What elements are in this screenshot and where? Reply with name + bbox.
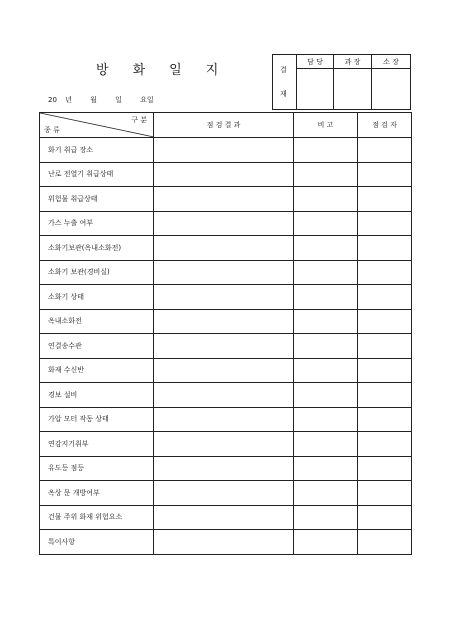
row-item-label: 연결송수관	[40, 334, 154, 359]
row-item-label: 소화기보관(옥내소화전)	[40, 236, 154, 261]
approval-cell-gwajang[interactable]	[334, 55, 372, 109]
cell-note[interactable]	[294, 505, 358, 530]
table-row	[40, 260, 412, 285]
row-item-label: 경보 설비	[40, 383, 154, 408]
row-item-label: 화기 취급 장소	[40, 138, 154, 163]
table-header-row	[40, 113, 412, 138]
row-item-label: 연감지기취부	[40, 432, 154, 457]
cell-result[interactable]	[154, 505, 294, 530]
approval-cell-damdang[interactable]	[297, 55, 334, 109]
title-char: 지	[205, 63, 219, 78]
cell-inspector[interactable]	[358, 432, 412, 457]
cell-inspector[interactable]	[358, 456, 412, 481]
table-row	[40, 456, 412, 481]
cell-note[interactable]	[294, 187, 358, 212]
document-title	[96, 59, 242, 78]
cell-result[interactable]	[154, 260, 294, 285]
cell-result[interactable]	[154, 285, 294, 310]
cell-result[interactable]	[154, 456, 294, 481]
cell-note[interactable]	[294, 260, 358, 285]
corner-bottom-label: 종 류	[44, 126, 60, 134]
cell-result[interactable]	[154, 211, 294, 236]
table-row	[40, 211, 412, 236]
table-row	[40, 481, 412, 506]
column-header-result: 점 검 결 과	[154, 113, 294, 138]
cell-inspector[interactable]	[358, 138, 412, 163]
approval-header: 과 장	[334, 55, 371, 69]
approval-header: 담 당	[297, 55, 333, 69]
row-item-label: 건물 주위 화재 위험요소	[40, 505, 154, 530]
cell-note[interactable]	[294, 383, 358, 408]
cell-result[interactable]	[154, 530, 294, 555]
cell-inspector[interactable]	[358, 407, 412, 432]
column-header-inspector: 점 검 자	[358, 113, 412, 138]
cell-inspector[interactable]	[358, 383, 412, 408]
cell-result[interactable]	[154, 358, 294, 383]
table-row	[40, 309, 412, 334]
row-item-label: 가스 누출 여부	[40, 211, 154, 236]
date-line	[48, 95, 164, 105]
row-item-label: 유도등 점등	[40, 456, 154, 481]
cell-result[interactable]	[154, 432, 294, 457]
approval-label-bottom: 재	[280, 90, 287, 98]
table-row	[40, 138, 412, 163]
cell-inspector[interactable]	[358, 236, 412, 261]
cell-note[interactable]	[294, 407, 358, 432]
cell-inspector[interactable]	[358, 358, 412, 383]
cell-result[interactable]	[154, 138, 294, 163]
cell-note[interactable]	[294, 456, 358, 481]
cell-note[interactable]	[294, 481, 358, 506]
inspection-table	[39, 112, 412, 555]
approval-cell-sojang[interactable]	[372, 55, 410, 109]
cell-result[interactable]	[154, 481, 294, 506]
approval-label-top: 결	[280, 66, 287, 74]
approval-label	[273, 55, 297, 109]
cell-note[interactable]	[294, 309, 358, 334]
date-month: 월	[90, 96, 97, 104]
cell-inspector[interactable]	[358, 162, 412, 187]
cell-note[interactable]	[294, 530, 358, 555]
cell-note[interactable]	[294, 432, 358, 457]
approval-box	[272, 54, 411, 110]
cell-result[interactable]	[154, 334, 294, 359]
cell-inspector[interactable]	[358, 334, 412, 359]
cell-note[interactable]	[294, 334, 358, 359]
date-year: 20 년	[48, 96, 72, 104]
cell-result[interactable]	[154, 309, 294, 334]
cell-result[interactable]	[154, 162, 294, 187]
table-row	[40, 162, 412, 187]
cell-inspector[interactable]	[358, 285, 412, 310]
table-row	[40, 383, 412, 408]
cell-result[interactable]	[154, 187, 294, 212]
table-row	[40, 285, 412, 310]
cell-note[interactable]	[294, 285, 358, 310]
title-char: 방	[96, 63, 109, 78]
cell-note[interactable]	[294, 162, 358, 187]
table-row	[40, 432, 412, 457]
column-header-note: 비 고	[294, 113, 358, 138]
cell-inspector[interactable]	[358, 530, 412, 555]
table-row	[40, 187, 412, 212]
cell-note[interactable]	[294, 236, 358, 261]
cell-note[interactable]	[294, 138, 358, 163]
cell-inspector[interactable]	[358, 187, 412, 212]
row-item-label: 소화기 보관(경비실)	[40, 260, 154, 285]
cell-inspector[interactable]	[358, 260, 412, 285]
cell-inspector[interactable]	[358, 309, 412, 334]
table-row	[40, 358, 412, 383]
row-item-label: 소화기 상태	[40, 285, 154, 310]
row-item-label: 옥상 문 개방여부	[40, 481, 154, 506]
table-row	[40, 407, 412, 432]
title-char: 화	[132, 63, 146, 78]
table-row	[40, 236, 412, 261]
date-weekday: 요일	[140, 96, 154, 104]
row-item-label: 가압 모터 작동 상태	[40, 407, 154, 432]
cell-inspector[interactable]	[358, 505, 412, 530]
row-item-label: 위험물 취급상태	[40, 187, 154, 212]
date-day: 일	[115, 96, 122, 104]
row-item-label: 난로 전열기 취급상태	[40, 162, 154, 187]
cell-result[interactable]	[154, 407, 294, 432]
cell-note[interactable]	[294, 358, 358, 383]
cell-note[interactable]	[294, 211, 358, 236]
table-row	[40, 505, 412, 530]
cell-result[interactable]	[154, 383, 294, 408]
cell-result[interactable]	[154, 236, 294, 261]
row-item-label: 옥내소화전	[40, 309, 154, 334]
title-char: 일	[169, 63, 182, 78]
cell-inspector[interactable]	[358, 211, 412, 236]
corner-top-label: 구 분	[131, 116, 147, 124]
cell-inspector[interactable]	[358, 481, 412, 506]
row-item-label: 특이사항	[40, 530, 154, 555]
approval-header: 소 장	[372, 55, 410, 69]
row-item-label: 화재 수신반	[40, 358, 154, 383]
corner-cell	[40, 113, 154, 138]
table-row	[40, 334, 412, 359]
table-row	[40, 530, 412, 555]
